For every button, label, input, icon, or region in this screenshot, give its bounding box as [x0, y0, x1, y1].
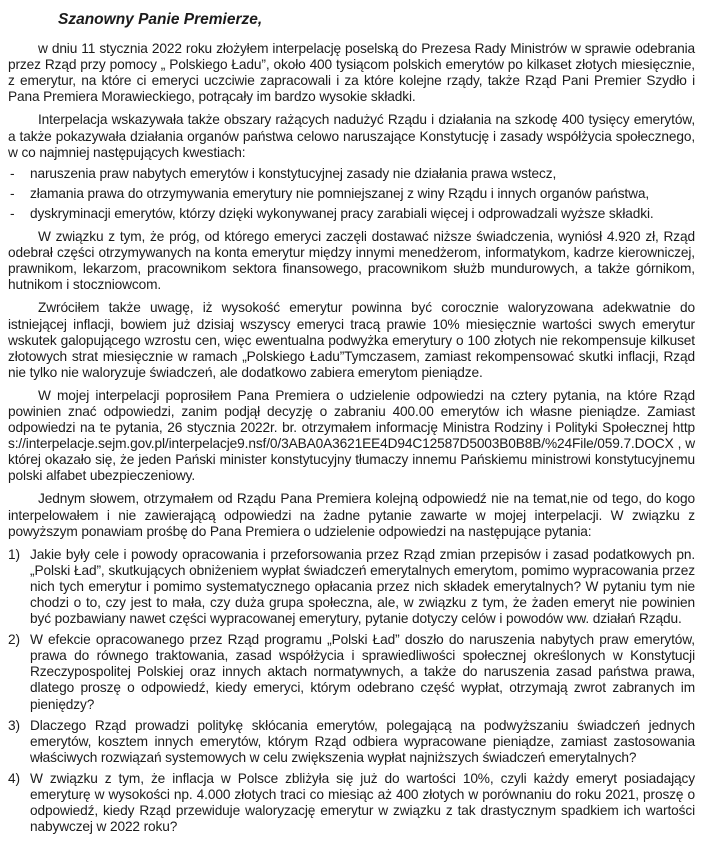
question-item [8, 547, 695, 627]
violation-text: złamania prawa do otrzymywania emerytury nie pomniejszanej z winy Rządu i innych organów państwa, [30, 185, 650, 201]
intro-paragraph: Interpelacja wskazywała także obszary rażących nadużyć Rządu i działania na szkodę 400 tysięcy emerytów, a także pokazywała działania organów państwa celowo naruszające Konstytucję i zasady współżycia społecznego, w co najmniej następujących kwestiach: [8, 112, 695, 160]
question-number: 2) [8, 632, 20, 648]
question-number: 1) [8, 546, 20, 562]
body-paragraph: W związku z tym, że próg, od którego emeryci zaczęli dostawać niższe świadczenia, wyniósł 4.920 zł, Rząd odebrał części otrzymywanych na konta emerytur między innymi menedżerom, informatykom, kadrze kierowniczej, prawnikom, lekarzom, pracownikom sektora finansowego, pracownikom służb mundurowych, a także górnikom, hutnikom i stoczniowcom. [8, 229, 695, 293]
dash-bullet: - [10, 165, 15, 181]
violation-item [8, 206, 695, 222]
question-text: W efekcie opracowanego przez Rząd programu „Polski Ład” doszło do naruszenia nabytych praw emerytów, prawa do równego traktowania, zasad współżycia i sprawiedliwości społecznej określonych w Konstytucji Rzeczypospolitej Polskiej oraz innych aktach normatywnych, a także do naruszenia zasad państwa prawa, dlatego proszę o odpowiedź, kiedy emeryci, którym odebrano część wypłat, otrzymają zwrot zabranych im pieniędzy? [30, 632, 695, 712]
violations-list [8, 166, 695, 222]
question-item [8, 718, 695, 766]
response-text-after-url: , w której okazało się, że jeden Pański minister konstytucyjny tłumaczy innemu Pańskiemu ministrowi konstytucyjnemu polski alfabet ubezpieczeniowy. [8, 436, 695, 484]
question-item [8, 771, 695, 835]
violation-item [8, 166, 695, 182]
question-number: 4) [8, 770, 20, 786]
dash-bullet: - [10, 185, 15, 201]
questions-list [8, 547, 695, 836]
dash-bullet: - [10, 205, 15, 221]
question-text: W związku z tym, że inflacja w Polsce zbliżyła się już do wartości 10%, czyli każdy emeryt posiadający emeryturę w wysokości np. 4.000 złotych traci co miesiąc aż 400 złotych w porównaniu do roku 2021, proszę o odpowiedź, kiedy Rząd przewiduje waloryzację emerytur w związku z tak drastycznym spadkiem ich wartości nabywczej w 2022 roku? [30, 770, 695, 835]
body-paragraph [8, 388, 695, 485]
body-paragraph: Zwróciłem także uwagę, iż wysokość emerytur powinna być corocznie waloryzowana adekwatnie do istniejącej inflacji, bowiem już dzisiaj wszyscy emeryci tracą prawie 10% miesięcznie wartości swych emerytur wskutek galopującego wzrostu cen, więc ewentualna podwyżka emerytury o 100 złotych nie rekompensuje kilkuset złotowych strat miesięcznie w ramach „Polskiego Ładu”Tymczasem, zamiast rekompensować skutki inflacji, Rząd nie tylko nie waloryzuje świadczeń, ale dodatkowo zabiera emerytom pieniądze. [8, 300, 695, 380]
violation-text: dyskryminacji emerytów, którzy dzięki wykonywanej pracy zarabiali więcej i odprowadzali wyższe składki. [30, 205, 654, 221]
response-text-before-url: W mojej interpelacji poprosiłem Pana Premiera o udzielenie odpowiedzi na cztery pytania, na które Rząd powinien znać odpowiedzi, zanim podjął decyzję o zabraniu 400.00 emerytów ich własne pieniądze. Zamiast odpowiedzi na te pytania, 26 stycznia 2022r. br. otrzymałem informację Ministra Rodziny i Polityki Społecznej [8, 387, 695, 436]
salutation: Szanowny Panie Premierze, [58, 11, 263, 28]
question-text: Jakie były cele i powody opracowania i przeforsowania przez Rząd zmian przepisów i zasad podatkowych pn. „Polski Ład”, skutkujących obniżeniem wypłat świadczeń emerytalnych emerytom, pomimo wypracowania przez nich tych emerytur i pomimo systematycznego opłacania przez nich składek emerytalnych? W pytaniu tym nie chodzi o to, czy jest to mała, czy duża grupa społeczna, ale, w związku z tym, że żaden emeryt nie powinien być pozbawiany nawet części wypracowanej emerytury, pytanie dotyczy celów i powodów ww. działań Rządu. [30, 546, 695, 627]
body-paragraph: Jednym słowem, otrzymałem od Rządu Pana Premiera kolejną odpowiedź nie na temat,nie od tego, do kogo interpelowałem i nie zawierającą odpowiedzi na żadne pytanie zawarte w mojej interpelacji. W związku z powyższym ponawiam prośbę do Pana Premiera o udzielenie odpowiedzi na następujące pytania: [8, 491, 695, 539]
intro-paragraph: w dniu 11 stycznia 2022 roku złożyłem interpelację poselską do Prezesa Rady Ministrów w sprawie odebrania przez Rząd przy pomocy „ Polskiego Ładu”, około 400 tysiącom polskich emerytów po kilkaset złotych miesięcznie, z emerytur, na które ci emeryci uczciwie zapracowali i za które kolejne rządy, także Rząd Pani Premier Szydło i Pana Premiera Morawieckiego, potrącały im bardzo wysokie składki. [8, 41, 695, 105]
question-number: 3) [8, 717, 20, 733]
interpelacja-url: https://interpelacje.sejm.gov.pl/interpelacje9.nsf/0/3ABA0A3621EE4D94C12587D5003B0B8B/%24File/059.7.DOCX [8, 420, 695, 452]
violation-item [8, 186, 695, 202]
question-item [8, 632, 695, 712]
violation-text: naruszenia praw nabytych emerytów i konstytucyjnej zasady nie działania prawa wstecz, [30, 165, 557, 181]
question-text: Dlaczego Rząd prowadzi politykę skłócania emerytów, polegającą na podwyższaniu świadczeń jednych emerytów, kosztem innych emerytów, którym Rząd odbiera wypracowane pieniądze, zamiast zastosowania właściwych rozwiązań systemowych w celu zwiększenia wypłat najniższych świadczeń emerytalnych? [30, 717, 695, 765]
